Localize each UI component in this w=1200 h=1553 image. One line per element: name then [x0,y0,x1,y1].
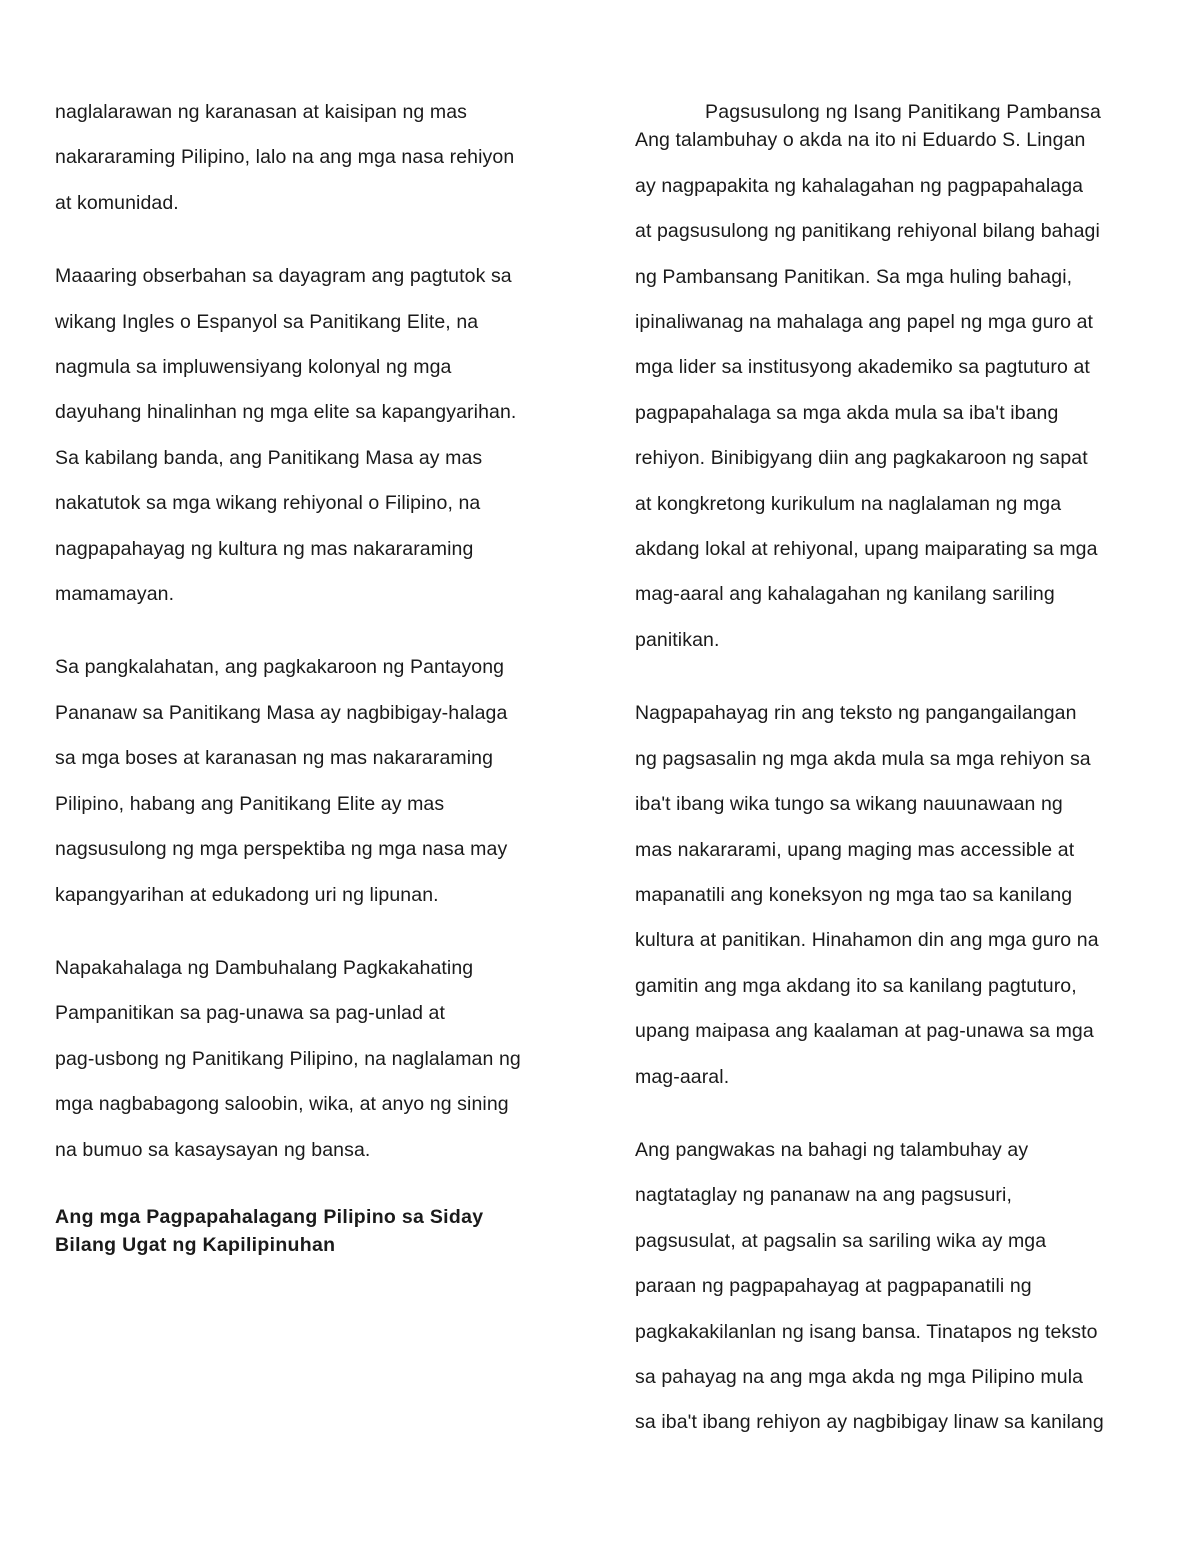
text-line: ipinaliwanag na mahalaga ang papel ng mga guro at [635,311,1094,334]
text-line: at komunidad. [55,191,179,214]
text-line: nakatutok sa mga wikang rehiyonal o Filipino, na [55,492,481,515]
text-line: mag-aaral ang kahalagahan ng kanilang sariling [635,583,1055,606]
paragraph [635,118,1155,663]
paragraph [55,90,575,226]
text-line: Sa kabilang banda, ang Panitikang Masa ay mas [55,446,483,469]
text-line: ng Pambansang Panitikan. Sa mga huling bahagi, [635,265,1073,288]
text-line: paraan ng pagpapahayag at pagpapanatili ng [635,1275,1032,1298]
text-line: wikang Ingles o Espanyol sa Panitikang Elite, na [55,310,479,333]
heading-line: Bilang Ugat ng Kapilipinuhan [55,1233,336,1256]
text-line: Napakahalaga ng Dambuhalang Pagkakahating [55,956,474,979]
text-line: naglalarawan ng karanasan at kaisipan ng mas [55,101,467,123]
text-line: iba't ibang wika tungo sa wikang nauunawaan ng [635,793,1063,816]
text-line: mas nakararami, upang maging mas accessible at [635,838,1075,861]
paragraph [635,691,1155,1100]
text-line: dayuhang hinalinhan ng mga elite sa kapangyarihan. [55,401,517,424]
right-column [635,90,1155,1446]
text-line: mga lider sa institusyong akademiko sa pagtuturo at [635,356,1090,379]
text-line: mapanatili ang koneksyon ng mga tao sa kanilang [635,883,1073,906]
text-line: nagsusulong ng mga perspektiba ng mga nasa may [55,838,508,861]
text-line: ng pagsasalin ng mga akda mula sa mga rehiyon sa [635,747,1091,770]
text-line: na bumuo sa kasaysayan ng bansa. [55,1138,371,1161]
text-line: at kongkretong kurikulum na naglalaman ng mga [635,492,1062,515]
paragraph [55,254,575,617]
text-line: Ang pangwakas na bahagi ng talambuhay ay [635,1138,1029,1161]
text-line: Ang talambuhay o akda na ito ni Eduardo S. Lingan [635,129,1086,152]
text-line: pag-usbong ng Panitikang Pilipino, na naglalaman ng [55,1047,521,1070]
text-line: upang maipasa ang kaalaman at pag-unawa sa mga [635,1020,1094,1043]
text-line: at pagsusulong ng panitikang rehiyonal bilang bahagi [635,220,1100,243]
text-line: pagpapahalaga sa mga akda mula sa iba't ibang [635,401,1059,424]
paragraph [55,946,575,1173]
text-line: mga nagbabagong saloobin, wika, at anyo ng sining [55,1093,509,1116]
text-line: sa pahayag na ang mga akda ng mga Pilipino mula [635,1365,1084,1388]
text-line: mag-aaral. [635,1065,730,1088]
text-line: kapangyarihan at edukadong uri ng lipunan. [55,883,439,906]
text-line: Maaaring obserbahan sa dayagram ang pagtutok sa [55,265,512,288]
text-line: pagsusulat, at pagsalin sa sariling wika ay mga [635,1229,1047,1252]
text-line: panitikan. [635,628,720,651]
left-column [55,90,575,1259]
text-line: sa mga boses at karanasan ng mas nakararaming [55,747,494,770]
text-line: akdang lokal at rehiyonal, upang maiparating sa mga [635,538,1098,561]
section-heading [55,1203,575,1259]
text-line: Pampanitikan sa pag-unawa sa pag-unlad at [55,1002,446,1025]
text-line: mamamayan. [55,583,175,606]
heading-line: Ang mga Pagpapahalagang Pilipino sa Siday [55,1205,484,1228]
section-title: Pagsusulong ng Isang Panitikang Pambansa [705,101,1102,123]
text-line: rehiyon. Binibigyang diin ang pagkakaroon ng sapat [635,447,1088,470]
text-line: gamitin ang mga akdang ito sa kanilang pagtuturo, [635,974,1077,997]
text-line: nagmula sa impluwensiyang kolonyal ng mga [55,356,452,379]
text-line: Nagpapahayag rin ang teksto ng pangangailangan [635,702,1077,725]
text-line: pagkakakilanlan ng isang bansa. Tinatapos ng teksto [635,1320,1098,1343]
text-line: ay nagpapakita ng kahalagahan ng pagpapahalaga [635,174,1084,197]
text-line: Pilipino, habang ang Panitikang Elite ay mas [55,792,445,815]
text-line: nagpapahayag ng kultura ng mas nakararaming [55,537,474,560]
paragraph [635,1128,1155,1446]
text-line: nagtataglay ng pananaw na ang pagsusuri, [635,1184,1012,1207]
text-line: Sa pangkalahatan, ang pagkakaroon ng Pantayong [55,656,505,679]
text-line: sa iba't ibang rehiyon ay nagbibigay linaw sa kanilang [635,1411,1104,1434]
text-line: Pananaw sa Panitikang Masa ay nagbibigay-halaga [55,701,508,724]
paragraph [55,645,575,917]
text-line: nakararaming Pilipino, lalo na ang mga nasa rehiyon [55,146,515,169]
text-line: kultura at panitikan. Hinahamon din ang mga guro na [635,929,1099,952]
